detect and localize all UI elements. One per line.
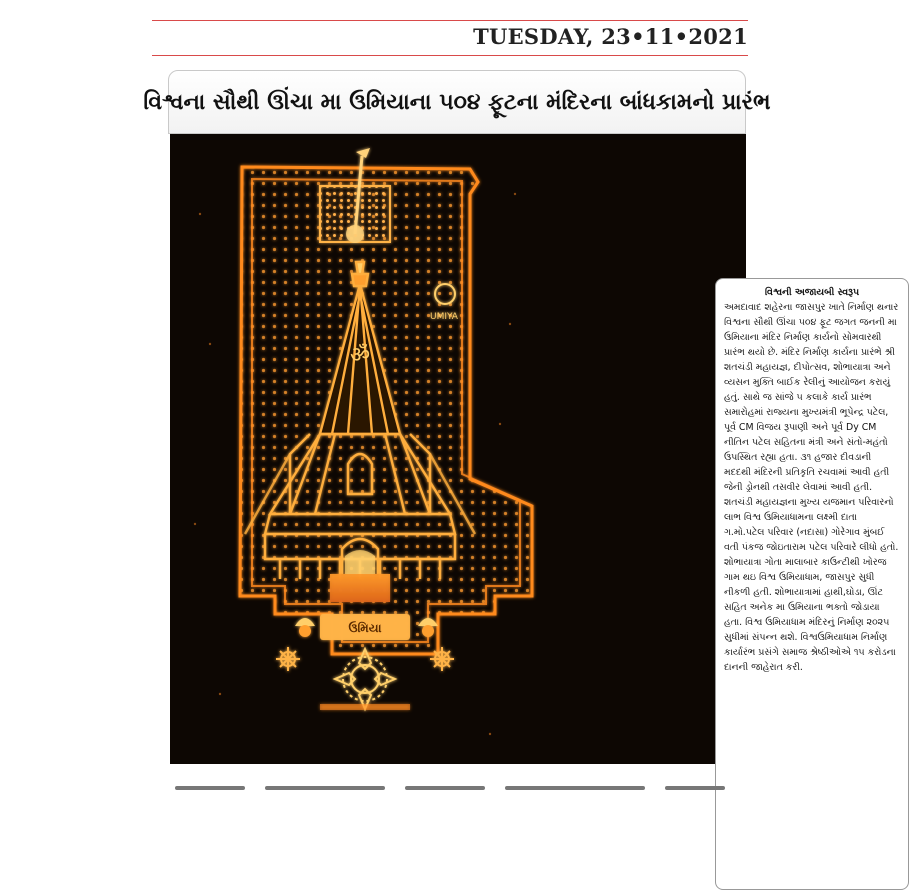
article-body: અમદાવાદ શહેરના જાસપુર ખાતે નિર્માણ થનાર વિશ્વના સૌથી ઊંચા ૫૦૪ ફૂટ જગત જનની મા ઉમિયાના મંદિર નિર્માણ કાર્યનો સોમવારથી પ્રારંભ થયો છે. મંદિર નિર્માણ કાર્યના પ્રારંભે શ્રી શતચંડી મહાયજ્ઞ, દીપોત્સવ, શોભાયાત્રા અને વ્યસન મુક્તિ બાઈક રેલીનું આયોજન કરાયું હતું. સાથે જ સાંજે ૫ કલાકે કાર્ય પ્રારંભ સમારોહમાં રાજ્યના મુખ્યમંત્રી ભૂપેન્દ્ર પટેલ, પૂર્વ CM વિજય રૂપાણી અને પૂર્વ Dy CM નીતિન પટેલ સહિતના મંત્રી અને સંતો-મહંતો ઉપસ્થિત રહ્યા હતા. ૩૧ હજાર દીવડાની મદદથી મંદિરની પ્રતિકૃતિ રચવામાં આવી હતી જેની ડ્રોનથી તસવીર લેવામાં આવી હતી. શતચંડી મહાયજ્ઞના મુખ્ય યજમાન પરિવારનો લાભ વિશ્વ ઉમિયાધામના લક્ષ્મી દાતા ગ.મો.પટેલ પરિવાર (નદાસા) ગોરેગાવ મુંબઈ વતી પંકજ જોઇતારામ પટેલ પરિવારે લીધો હતો. શોભાયાત્રા ગોતા માલાબાર કાઉન્ટીથી ખોરજ ગામ થઇ વિશ્વ ઉમિયાધામ, જાસપુર સુધી નીકળી હતી. શોભાયાત્રામાં હાથી,ઘોડા, ઊંટ સહિત અનેક મા ઉમિયાના ભક્તો જોડાયા હતા. વિશ્વ ઉમિયાધામ મંદિરનું નિર્માણ ૨૦૨૫ સુધીમાં સંપન્ન થશે. વિશ્વઉમિયાધામ નિર્માણ કાર્યારંભ પ્રસંગે સમાજ શ્રેષ્ઠીઓએ ૧૫ કરોડના દાનની જાહેરાત કરી. bbox=[724, 302, 899, 673]
top-rule bbox=[152, 20, 748, 21]
headline-box bbox=[143, 70, 771, 134]
svg-text:ॐ: ॐ bbox=[349, 343, 371, 368]
banner-text: ઉમિયા bbox=[348, 621, 382, 635]
mid-rule bbox=[152, 55, 748, 56]
next-story-strip bbox=[175, 786, 735, 800]
article-box bbox=[715, 278, 909, 890]
logo-text: UMIYA bbox=[430, 312, 458, 322]
temple-diya-photo bbox=[170, 134, 899, 764]
date-line: TUESDAY, 23•11•2021 bbox=[473, 24, 748, 49]
headline: વિશ્વના સૌથી ઊંચા મા ઉમિયાના ૫૦૪ ફૂટના મંદિરના બાંધકામનો પ્રારંભ bbox=[143, 89, 771, 115]
article-title: વિશ્વની અજાયબી સ્વરૂપ bbox=[764, 287, 860, 298]
